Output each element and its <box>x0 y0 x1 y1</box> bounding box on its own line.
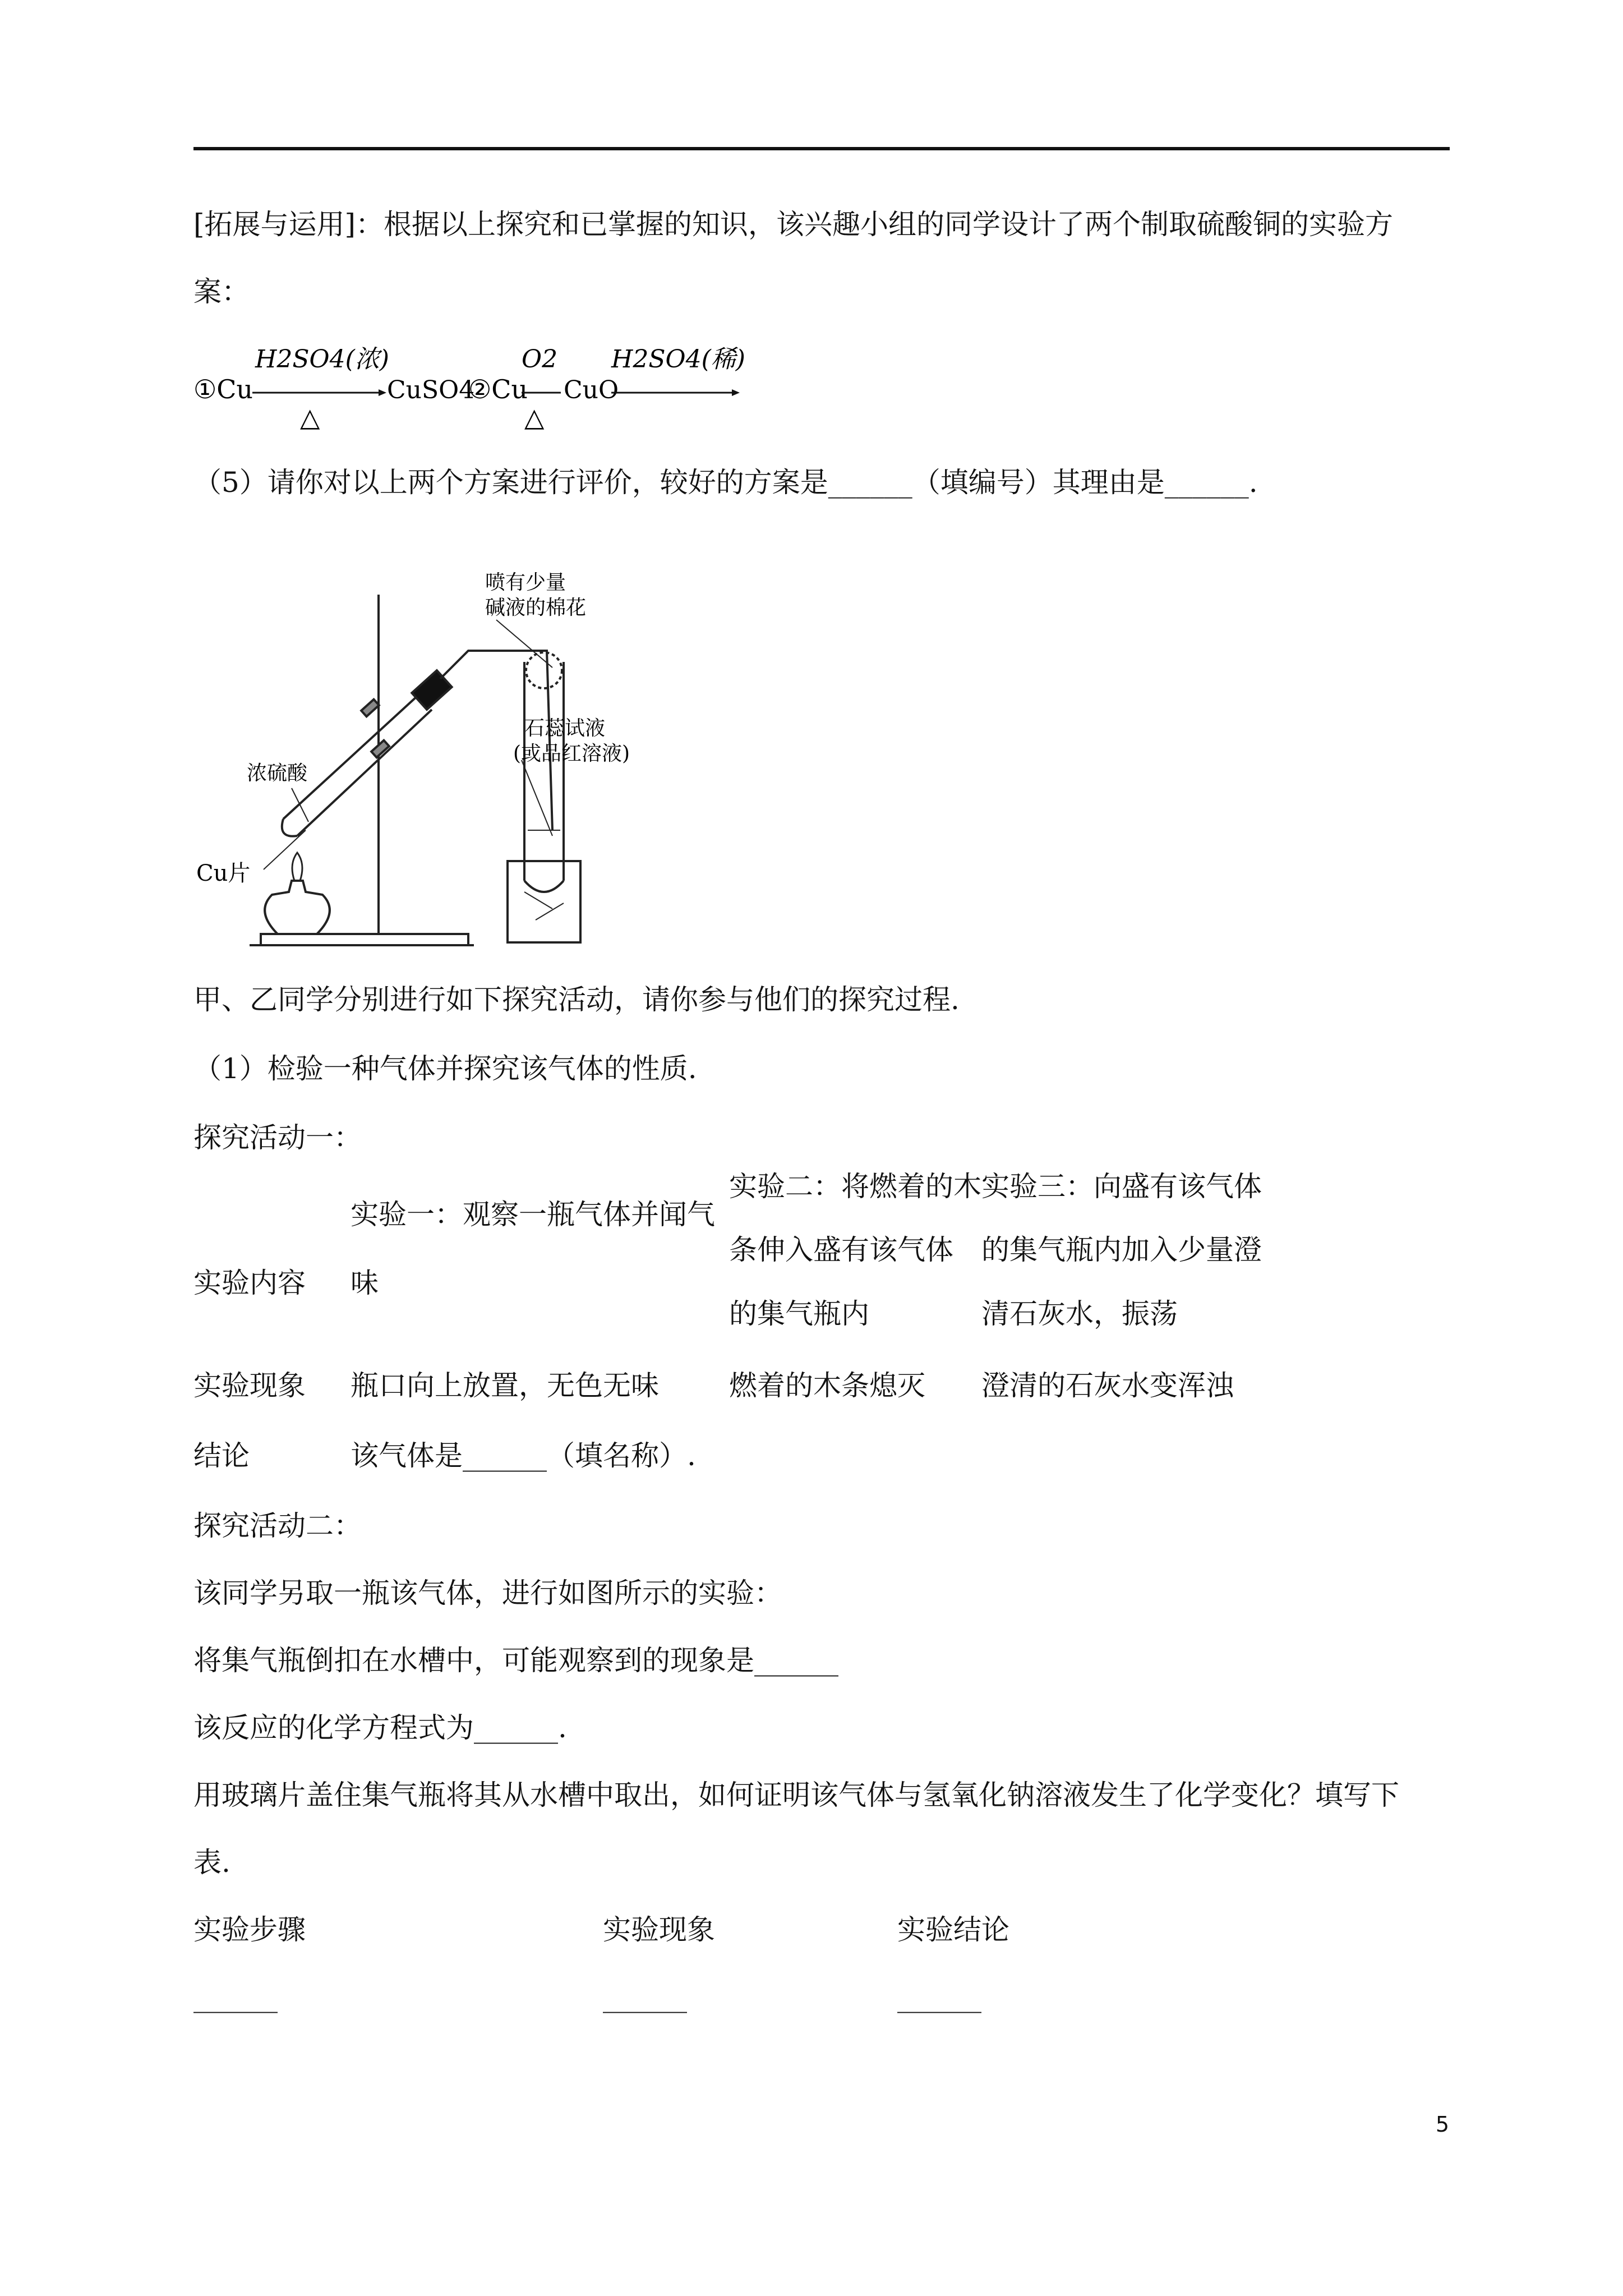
eq2-mid: CuO <box>564 376 619 404</box>
row-label-phenomenon: 实验现象 <box>193 1369 306 1402</box>
exp1-content-2: 味 <box>351 1267 379 1299</box>
stopper <box>412 670 451 710</box>
step-2: 将集气瓶倒扣在水槽中，可能观察到的现象是______ <box>193 1644 838 1677</box>
header-steps: 实验步骤 <box>193 1913 306 1946</box>
question-5: （5）请你对以上两个方案进行评价，较好的方案是______（填编号）其理由是______. <box>193 466 1258 499</box>
delivery-tube <box>440 651 552 830</box>
clamp-1 <box>361 700 379 716</box>
leader-acid <box>292 788 308 822</box>
tube-holder-box <box>508 861 580 942</box>
label-cu: Cu片 <box>196 861 251 886</box>
paragraph-extension: [拓展与运用]：根据以上探究和已掌握的知识，该兴趣小组的同学设计了两个制取硫酸铜的实验方 <box>193 208 1394 241</box>
header-rule <box>193 147 1450 150</box>
intro-line: 甲、乙同学分别进行如下探究活动，请你参与他们的探究过程. <box>193 983 960 1016</box>
step-1: 该同学另取一瓶该气体，进行如图所示的实验： <box>193 1577 782 1609</box>
activity-2-heading: 探究活动二： <box>193 1510 362 1542</box>
tube-bottom <box>282 819 297 836</box>
apparatus-figure <box>193 567 743 970</box>
step-4: 用玻璃片盖住集气瓶将其从水槽中取出，如何证明该气体与氢氧化钠溶液发生了化学变化？填写下 <box>193 1779 1399 1811</box>
row-label-conclusion: 结论 <box>193 1439 250 1472</box>
label-cotton-2: 碱液的棉花 <box>485 596 587 619</box>
alcohol-lamp <box>265 881 330 934</box>
question-1: （1）检验一种气体并探究该气体的性质. <box>193 1052 697 1085</box>
step-3: 该反应的化学方程式为______. <box>193 1711 567 1744</box>
eq1-right: CuSO4 <box>387 376 475 404</box>
activity-1-heading: 探究活动一： <box>193 1121 362 1154</box>
reaction-equations <box>193 331 810 443</box>
flame <box>292 853 302 881</box>
blank-phenomenon: ______ <box>603 1981 687 2013</box>
conclusion-text: 该气体是______（填名称）. <box>351 1439 696 1472</box>
exp1-content-1: 实验一：观察一瓶气体并闻气 <box>351 1198 715 1231</box>
leader-cotton <box>496 620 552 668</box>
vtube-bottom <box>524 881 564 892</box>
label-cotton-1: 喷有少量 <box>485 571 566 594</box>
eq2-top1: O2 <box>522 345 558 374</box>
tube-upper-wall <box>283 696 418 819</box>
eq1-left: ①Cu <box>193 374 253 404</box>
label-litmus-2: (或品红溶液) <box>513 742 630 765</box>
exp3-phenomenon: 澄清的石灰水变浑浊 <box>981 1369 1234 1402</box>
eq2-bottom: △ <box>524 402 545 432</box>
label-acid: 浓硫酸 <box>247 762 308 785</box>
cotton-ball <box>526 652 562 688</box>
exp2-content-1: 实验二：将燃着的木 <box>729 1170 981 1203</box>
header-phenomenon: 实验现象 <box>603 1913 715 1946</box>
exp3-content-2: 的集气瓶内加入少量澄 <box>981 1234 1262 1266</box>
eq1-top: H2SO4(浓) <box>255 345 389 374</box>
tube-lower-wall <box>297 710 432 836</box>
eq1-arrowhead <box>379 389 386 396</box>
row-label-content: 实验内容 <box>193 1267 306 1299</box>
leader-litmus <box>522 760 552 836</box>
eq2-left: ②Cu <box>468 374 528 404</box>
blank-steps: ______ <box>193 1981 278 2013</box>
eq2-arrowhead <box>732 389 740 396</box>
leader-cu <box>264 830 306 869</box>
blank-conclusion: ______ <box>897 1981 981 2013</box>
exp3-content-1: 实验三：向盛有该气体 <box>981 1170 1262 1203</box>
page-number: 5 <box>1435 2112 1449 2137</box>
eq1-bottom: △ <box>300 402 320 432</box>
eq2-top2: H2SO4(稀) <box>611 345 745 374</box>
exp2-content-3: 的集气瓶内 <box>729 1297 869 1330</box>
exp2-content-2: 条伸入盛有该气体 <box>729 1234 953 1266</box>
header-conclusion: 实验结论 <box>897 1913 1009 1946</box>
exp3-content-3: 清石灰水，振荡 <box>981 1297 1178 1330</box>
step-5: 表. <box>193 1846 230 1879</box>
stand-base <box>261 934 468 945</box>
exp1-phenomenon: 瓶口向上放置，无色无味 <box>351 1369 659 1402</box>
paragraph-extension-cont: 案： <box>193 275 250 308</box>
clamp-2 <box>371 740 389 757</box>
label-litmus-1: 石蕊试液 <box>524 717 606 740</box>
exp2-phenomenon: 燃着的木条熄灭 <box>729 1369 925 1402</box>
